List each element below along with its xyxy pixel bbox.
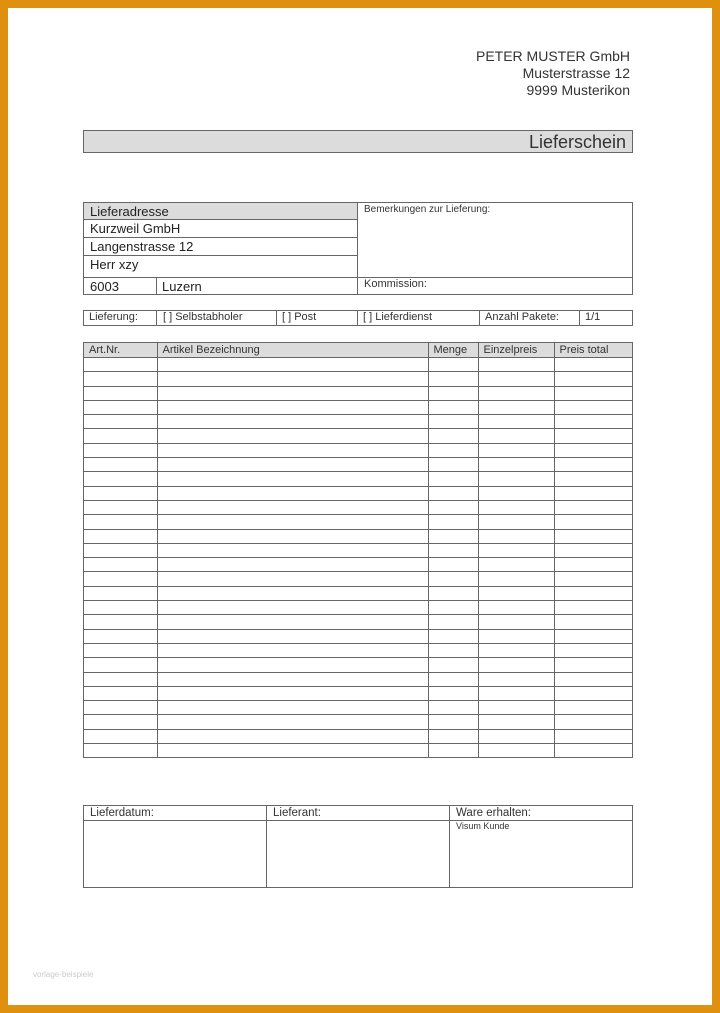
cell-menge[interactable] (428, 686, 478, 700)
cell-art-nr[interactable] (84, 586, 157, 600)
cell-art-nr[interactable] (84, 686, 157, 700)
delivery-date-label: Lieferdatum: (90, 807, 154, 819)
cell-artikel-bezeichnung[interactable] (157, 629, 428, 643)
cell-artikel-bezeichnung[interactable] (157, 358, 428, 372)
option-post-label: [ ] Post (282, 311, 317, 323)
cell-preis-total[interactable] (554, 643, 632, 657)
table-row (84, 558, 632, 572)
cell-artikel-bezeichnung[interactable] (157, 372, 428, 386)
cell-art-nr[interactable] (84, 500, 157, 514)
document-title: Lieferschein (528, 132, 626, 152)
cell-artikel-bezeichnung[interactable] (157, 486, 428, 500)
cell-einzelpreis[interactable] (478, 486, 554, 500)
table-row (84, 643, 632, 657)
items-table (83, 342, 633, 758)
table-row (84, 686, 632, 700)
commission-label: Kommission: (364, 278, 427, 290)
cell-art-nr[interactable] (84, 543, 157, 557)
table-row (84, 744, 632, 758)
cell-menge[interactable] (428, 629, 478, 643)
cell-artikel-bezeichnung[interactable] (157, 615, 428, 629)
cell-preis-total[interactable] (554, 572, 632, 586)
cell-art-nr[interactable] (84, 715, 157, 729)
cell-art-nr[interactable] (84, 472, 157, 486)
table-row (84, 486, 632, 500)
cell-menge[interactable] (428, 443, 478, 457)
table-row (84, 529, 632, 543)
cell-preis-total[interactable] (554, 372, 632, 386)
cell-preis-total[interactable] (554, 658, 632, 672)
cell-preis-total[interactable] (554, 715, 632, 729)
cell-preis-total[interactable] (554, 744, 632, 758)
cell-einzelpreis[interactable] (478, 729, 554, 743)
cell-menge[interactable] (428, 701, 478, 715)
customer-signature-label: Visum Kunde (456, 821, 510, 831)
divider (156, 311, 157, 325)
cell-menge[interactable] (428, 386, 478, 400)
cell-menge[interactable] (428, 486, 478, 500)
sender-street: Musterstrasse 12 (522, 65, 630, 81)
table-row (84, 601, 632, 615)
address-box (83, 202, 633, 295)
option-lieferdienst[interactable] (358, 311, 478, 325)
cell-menge[interactable] (428, 358, 478, 372)
address-company-row (84, 220, 357, 238)
cell-art-nr[interactable] (84, 629, 157, 643)
cell-preis-total[interactable] (554, 415, 632, 429)
table-header-row (84, 343, 632, 358)
col-einzelpreis: Einzelpreis (478, 343, 554, 358)
cell-artikel-bezeichnung[interactable] (157, 500, 428, 514)
cell-menge[interactable] (428, 472, 478, 486)
cell-art-nr[interactable] (84, 358, 157, 372)
sender-address (476, 48, 630, 99)
cell-einzelpreis[interactable] (478, 458, 554, 472)
cell-einzelpreis[interactable] (478, 386, 554, 400)
cell-einzelpreis[interactable] (478, 572, 554, 586)
cell-einzelpreis[interactable] (478, 358, 554, 372)
delivery-label: Lieferung: (89, 311, 138, 323)
cell-preis-total[interactable] (554, 500, 632, 514)
option-selbstabholer-label: [ ] Selbstabholer (163, 311, 243, 323)
cell-art-nr[interactable] (84, 558, 157, 572)
divider (156, 277, 157, 294)
cell-preis-total[interactable] (554, 701, 632, 715)
cell-einzelpreis[interactable] (478, 715, 554, 729)
cell-einzelpreis[interactable] (478, 701, 554, 715)
table-row (84, 715, 632, 729)
cell-preis-total[interactable] (554, 586, 632, 600)
cell-art-nr[interactable] (84, 400, 157, 414)
cell-menge[interactable] (428, 572, 478, 586)
cell-artikel-bezeichnung[interactable] (157, 572, 428, 586)
table-row (84, 415, 632, 429)
cell-art-nr[interactable] (84, 443, 157, 457)
address-company: Kurzweil GmbH (90, 221, 181, 236)
cell-art-nr[interactable] (84, 415, 157, 429)
cell-preis-total[interactable] (554, 458, 632, 472)
cell-einzelpreis[interactable] (478, 515, 554, 529)
table-row (84, 572, 632, 586)
cell-menge[interactable] (428, 744, 478, 758)
table-row (84, 386, 632, 400)
cell-einzelpreis[interactable] (478, 643, 554, 657)
cell-art-nr[interactable] (84, 515, 157, 529)
cell-preis-total[interactable] (554, 672, 632, 686)
cell-einzelpreis[interactable] (478, 543, 554, 557)
cell-menge[interactable] (428, 543, 478, 557)
delivery-options-row (83, 310, 633, 326)
cell-artikel-bezeichnung[interactable] (157, 429, 428, 443)
title-bar (83, 130, 633, 153)
cell-menge[interactable] (428, 500, 478, 514)
table-row (84, 472, 632, 486)
cell-artikel-bezeichnung[interactable] (157, 543, 428, 557)
signature-box (83, 805, 633, 888)
cell-menge[interactable] (428, 672, 478, 686)
table-row (84, 658, 632, 672)
table-row (84, 500, 632, 514)
option-lieferdienst-label: [ ] Lieferdienst (363, 311, 433, 323)
cell-art-nr[interactable] (84, 729, 157, 743)
cell-preis-total[interactable] (554, 386, 632, 400)
cell-einzelpreis[interactable] (478, 601, 554, 615)
cell-einzelpreis[interactable] (478, 558, 554, 572)
table-row (84, 458, 632, 472)
packages-label: Anzahl Pakete: (485, 311, 559, 323)
cell-einzelpreis[interactable] (478, 443, 554, 457)
address-contact: Herr xzy (90, 257, 139, 272)
col-artikel-bezeichnung: Artikel Bezeichnung (157, 343, 428, 358)
divider (84, 277, 357, 278)
cell-menge[interactable] (428, 372, 478, 386)
address-heading: Lieferadresse (90, 204, 169, 219)
cell-art-nr[interactable] (84, 529, 157, 543)
sender-company: PETER MUSTER GmbH (475, 48, 630, 64)
cell-artikel-bezeichnung[interactable] (157, 729, 428, 743)
cell-menge[interactable] (428, 529, 478, 543)
cell-artikel-bezeichnung[interactable] (157, 643, 428, 657)
cell-menge[interactable] (428, 601, 478, 615)
table-row (84, 701, 632, 715)
remarks-label: Bemerkungen zur Lieferung: (364, 204, 491, 215)
cell-menge[interactable] (428, 715, 478, 729)
col-menge: Menge (428, 343, 478, 358)
cell-menge[interactable] (428, 586, 478, 600)
col-preis-total: Preis total (554, 343, 632, 358)
cell-preis-total[interactable] (554, 400, 632, 414)
packages-value: 1/1 (585, 311, 601, 323)
address-contact-row (84, 256, 357, 276)
table-row (84, 615, 632, 629)
cell-einzelpreis[interactable] (478, 429, 554, 443)
table-row (84, 543, 632, 557)
delivery-date-field[interactable] (84, 806, 266, 887)
cell-artikel-bezeichnung[interactable] (157, 386, 428, 400)
cell-einzelpreis[interactable] (478, 686, 554, 700)
sender-city: 9999 Musterikon (526, 82, 630, 98)
cell-artikel-bezeichnung[interactable] (157, 558, 428, 572)
address-heading-row (84, 203, 357, 220)
goods-received-field[interactable] (450, 806, 632, 887)
table-row (84, 672, 632, 686)
cell-einzelpreis[interactable] (478, 615, 554, 629)
cell-menge[interactable] (428, 515, 478, 529)
cell-art-nr[interactable] (84, 643, 157, 657)
cell-art-nr[interactable] (84, 429, 157, 443)
cell-art-nr[interactable] (84, 458, 157, 472)
table-row (84, 372, 632, 386)
delivery-note-page (8, 8, 712, 1005)
cell-menge[interactable] (428, 400, 478, 414)
cell-artikel-bezeichnung[interactable] (157, 529, 428, 543)
cell-preis-total[interactable] (554, 629, 632, 643)
divider (357, 203, 358, 294)
address-street: Langenstrasse 12 (90, 239, 194, 254)
cell-art-nr[interactable] (84, 601, 157, 615)
watermark: vorlage-beispiele (33, 970, 94, 979)
cell-artikel-bezeichnung[interactable] (157, 701, 428, 715)
table-row (84, 629, 632, 643)
cell-artikel-bezeichnung[interactable] (157, 715, 428, 729)
cell-preis-total[interactable] (554, 486, 632, 500)
table-row (84, 586, 632, 600)
cell-preis-total[interactable] (554, 543, 632, 557)
cell-art-nr[interactable] (84, 486, 157, 500)
delivery-label-cell (84, 311, 156, 325)
cell-einzelpreis[interactable] (478, 586, 554, 600)
table-row (84, 358, 632, 372)
cell-art-nr[interactable] (84, 372, 157, 386)
table-row (84, 729, 632, 743)
cell-art-nr[interactable] (84, 701, 157, 715)
supplier-field[interactable] (267, 806, 449, 887)
cell-menge[interactable] (428, 415, 478, 429)
table-row (84, 443, 632, 457)
cell-art-nr[interactable] (84, 658, 157, 672)
address-zip: 6003 (90, 279, 119, 294)
cell-preis-total[interactable] (554, 472, 632, 486)
cell-einzelpreis[interactable] (478, 400, 554, 414)
cell-menge[interactable] (428, 458, 478, 472)
table-body (84, 358, 632, 758)
cell-einzelpreis[interactable] (478, 372, 554, 386)
cell-artikel-bezeichnung[interactable] (157, 601, 428, 615)
cell-preis-total[interactable] (554, 358, 632, 372)
cell-einzelpreis[interactable] (478, 472, 554, 486)
col-art-nr: Art.Nr. (84, 343, 157, 358)
packages-value-cell[interactable] (580, 311, 632, 325)
cell-artikel-bezeichnung[interactable] (157, 586, 428, 600)
cell-preis-total[interactable] (554, 443, 632, 457)
cell-artikel-bezeichnung[interactable] (157, 472, 428, 486)
cell-menge[interactable] (428, 643, 478, 657)
cell-artikel-bezeichnung[interactable] (157, 443, 428, 457)
cell-einzelpreis[interactable] (478, 415, 554, 429)
cell-artikel-bezeichnung[interactable] (157, 744, 428, 758)
cell-artikel-bezeichnung[interactable] (157, 400, 428, 414)
cell-art-nr[interactable] (84, 672, 157, 686)
cell-einzelpreis[interactable] (478, 529, 554, 543)
cell-menge[interactable] (428, 558, 478, 572)
cell-einzelpreis[interactable] (478, 672, 554, 686)
cell-preis-total[interactable] (554, 529, 632, 543)
address-street-row (84, 238, 357, 256)
cell-einzelpreis[interactable] (478, 744, 554, 758)
cell-menge[interactable] (428, 658, 478, 672)
table-row (84, 429, 632, 443)
option-selbstabholer[interactable] (158, 311, 276, 325)
supplier-label: Lieferant: (273, 807, 321, 819)
cell-menge[interactable] (428, 615, 478, 629)
cell-artikel-bezeichnung[interactable] (157, 686, 428, 700)
cell-art-nr[interactable] (84, 386, 157, 400)
table-row (84, 400, 632, 414)
address-city: Luzern (162, 279, 202, 294)
cell-preis-total[interactable] (554, 615, 632, 629)
cell-preis-total[interactable] (554, 558, 632, 572)
cell-artikel-bezeichnung[interactable] (157, 658, 428, 672)
cell-einzelpreis[interactable] (478, 658, 554, 672)
cell-artikel-bezeichnung[interactable] (157, 672, 428, 686)
cell-preis-total[interactable] (554, 729, 632, 743)
cell-menge[interactable] (428, 729, 478, 743)
cell-preis-total[interactable] (554, 515, 632, 529)
cell-artikel-bezeichnung[interactable] (157, 458, 428, 472)
cell-einzelpreis[interactable] (478, 500, 554, 514)
table-row (84, 515, 632, 529)
option-post[interactable] (277, 311, 357, 325)
goods-received-label: Ware erhalten: (456, 807, 531, 819)
cell-artikel-bezeichnung[interactable] (157, 515, 428, 529)
cell-preis-total[interactable] (554, 686, 632, 700)
cell-menge[interactable] (428, 429, 478, 443)
cell-einzelpreis[interactable] (478, 629, 554, 643)
cell-art-nr[interactable] (84, 615, 157, 629)
cell-artikel-bezeichnung[interactable] (157, 415, 428, 429)
cell-art-nr[interactable] (84, 572, 157, 586)
cell-art-nr[interactable] (84, 744, 157, 758)
packages-label-cell (480, 311, 578, 325)
cell-preis-total[interactable] (554, 601, 632, 615)
cell-preis-total[interactable] (554, 429, 632, 443)
